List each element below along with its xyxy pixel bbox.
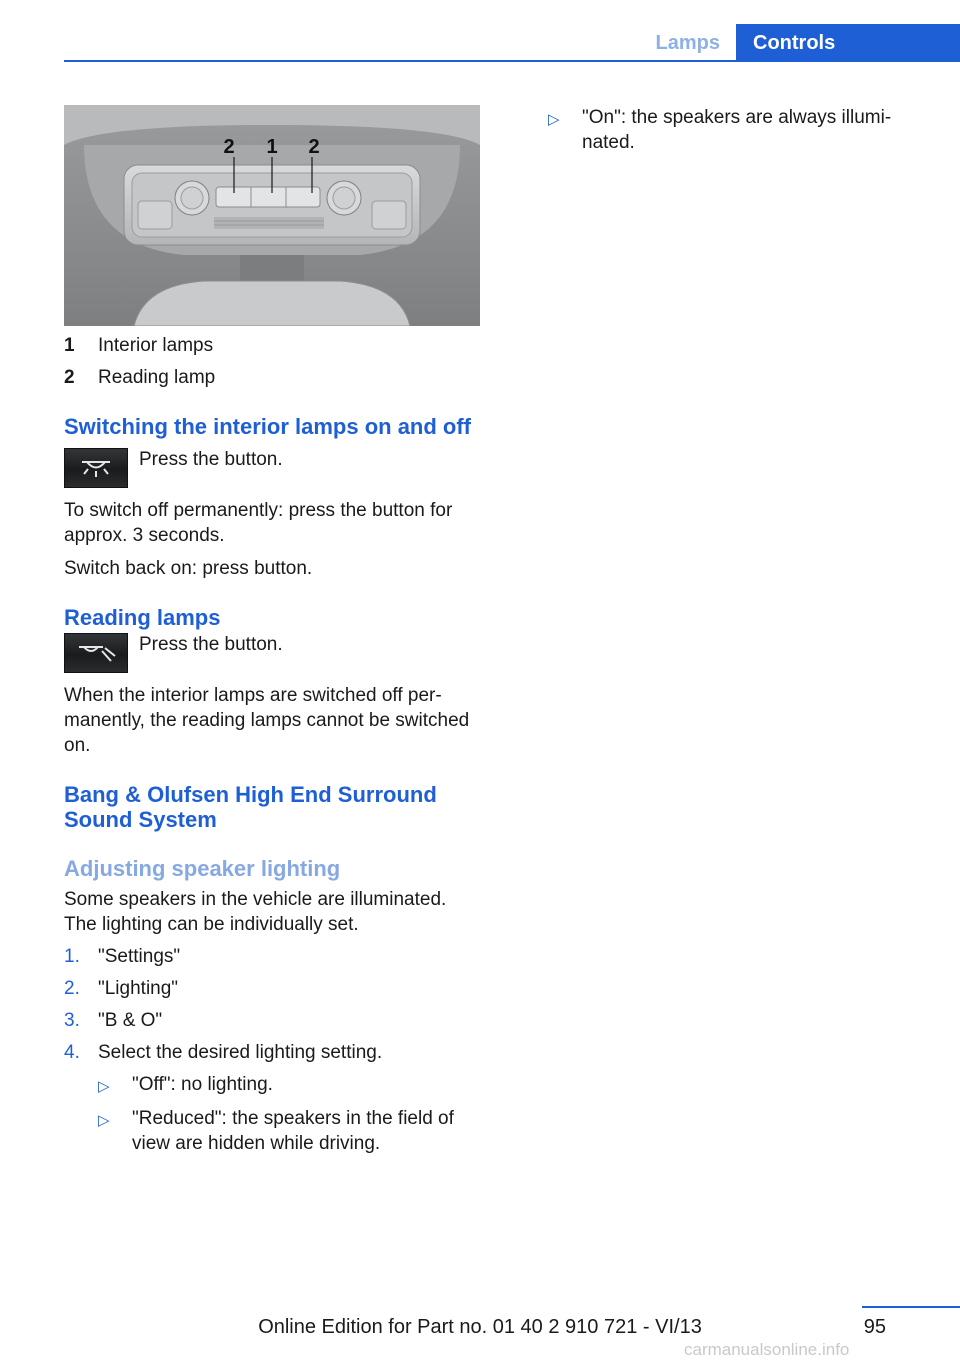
step-item: [64, 976, 480, 1001]
lighting-options-list: [64, 1072, 480, 1156]
option-item: [98, 1072, 480, 1099]
step-item: [64, 1008, 480, 1033]
left-column: [64, 105, 480, 1156]
reading-lamp-instruction-text: Press the button.: [139, 634, 283, 655]
triangle-bullet-icon: ▷: [98, 1112, 110, 1129]
legend-text: Interior lamps: [98, 335, 214, 356]
option-text: "On": the speakers are always illuminated.: [582, 107, 892, 153]
steps-list: [64, 944, 480, 1065]
legend-text: Reading lamp: [98, 367, 216, 388]
step-item: [64, 944, 480, 969]
interior-lamps-heading: Switching the interior lamps on and off: [64, 414, 472, 439]
reading-lamp-instruction: [64, 632, 480, 673]
step-text: "Settings": [98, 946, 181, 967]
step-number: 4.: [64, 1042, 80, 1063]
header-section-tab: Lamps: [655, 31, 720, 54]
watermark: carmanualsonline.info: [684, 1340, 850, 1359]
callout-2-right: 2: [308, 136, 320, 158]
option-item: [548, 105, 918, 155]
overhead-console-figure: [64, 105, 480, 326]
step-text: "B & O": [98, 1010, 163, 1031]
step-text: Select the desired lighting setting.: [98, 1042, 383, 1063]
speaker-lighting-intro: Some speakers in the vehicle are illuminated. The lighting can be individually set.: [64, 889, 447, 935]
step-number: 3.: [64, 1010, 80, 1031]
interior-lamp-button-icon: [64, 448, 128, 488]
bo-heading: Bang & Olufsen High End Surround Sound System: [64, 782, 437, 832]
interior-switch-off-text: To switch off permanently: press the button for approx. 3 seconds.: [64, 500, 453, 546]
triangle-bullet-icon: ▷: [98, 1078, 110, 1095]
step-text: "Lighting": [98, 978, 179, 999]
option-item: [98, 1106, 480, 1156]
legend-item: [64, 334, 480, 358]
legend-number: 1: [64, 335, 75, 356]
interior-switch-on-text: Switch back on: press button.: [64, 558, 313, 579]
step-number: 2.: [64, 978, 80, 999]
reading-lamps-note: When the interior lamps are switched off permanently, the reading lamps cannot be switched on.: [64, 685, 470, 756]
speaker-lighting-heading: Adjusting speaker lighting: [64, 856, 341, 881]
callout-1: 1: [266, 136, 278, 158]
header-chapter-tab: Controls: [736, 24, 960, 62]
interior-lamp-instruction-text: Press the button.: [139, 449, 283, 470]
step-item: [64, 1040, 480, 1065]
legend-number: 2: [64, 367, 75, 388]
edition-footer: Online Edition for Part no. 01 40 2 910 721 - VI/13: [258, 1316, 702, 1338]
reading-lamp-button-icon: [64, 633, 128, 673]
option-text: "Reduced": the speakers in the field of view are hidden while driving.: [132, 1108, 454, 1154]
legend-item: [64, 366, 480, 390]
right-column: [548, 105, 918, 155]
header-rule: [64, 60, 960, 62]
option-text: "Off": no lighting.: [132, 1074, 273, 1095]
callout-2-left: 2: [223, 136, 235, 158]
step-number: 1.: [64, 946, 80, 967]
reading-lamps-heading: Reading lamps: [64, 605, 221, 630]
page-number: 95: [863, 1316, 886, 1338]
interior-lamp-instruction: [64, 447, 480, 488]
triangle-bullet-icon: ▷: [548, 111, 560, 128]
page-number-rule: [862, 1306, 960, 1308]
